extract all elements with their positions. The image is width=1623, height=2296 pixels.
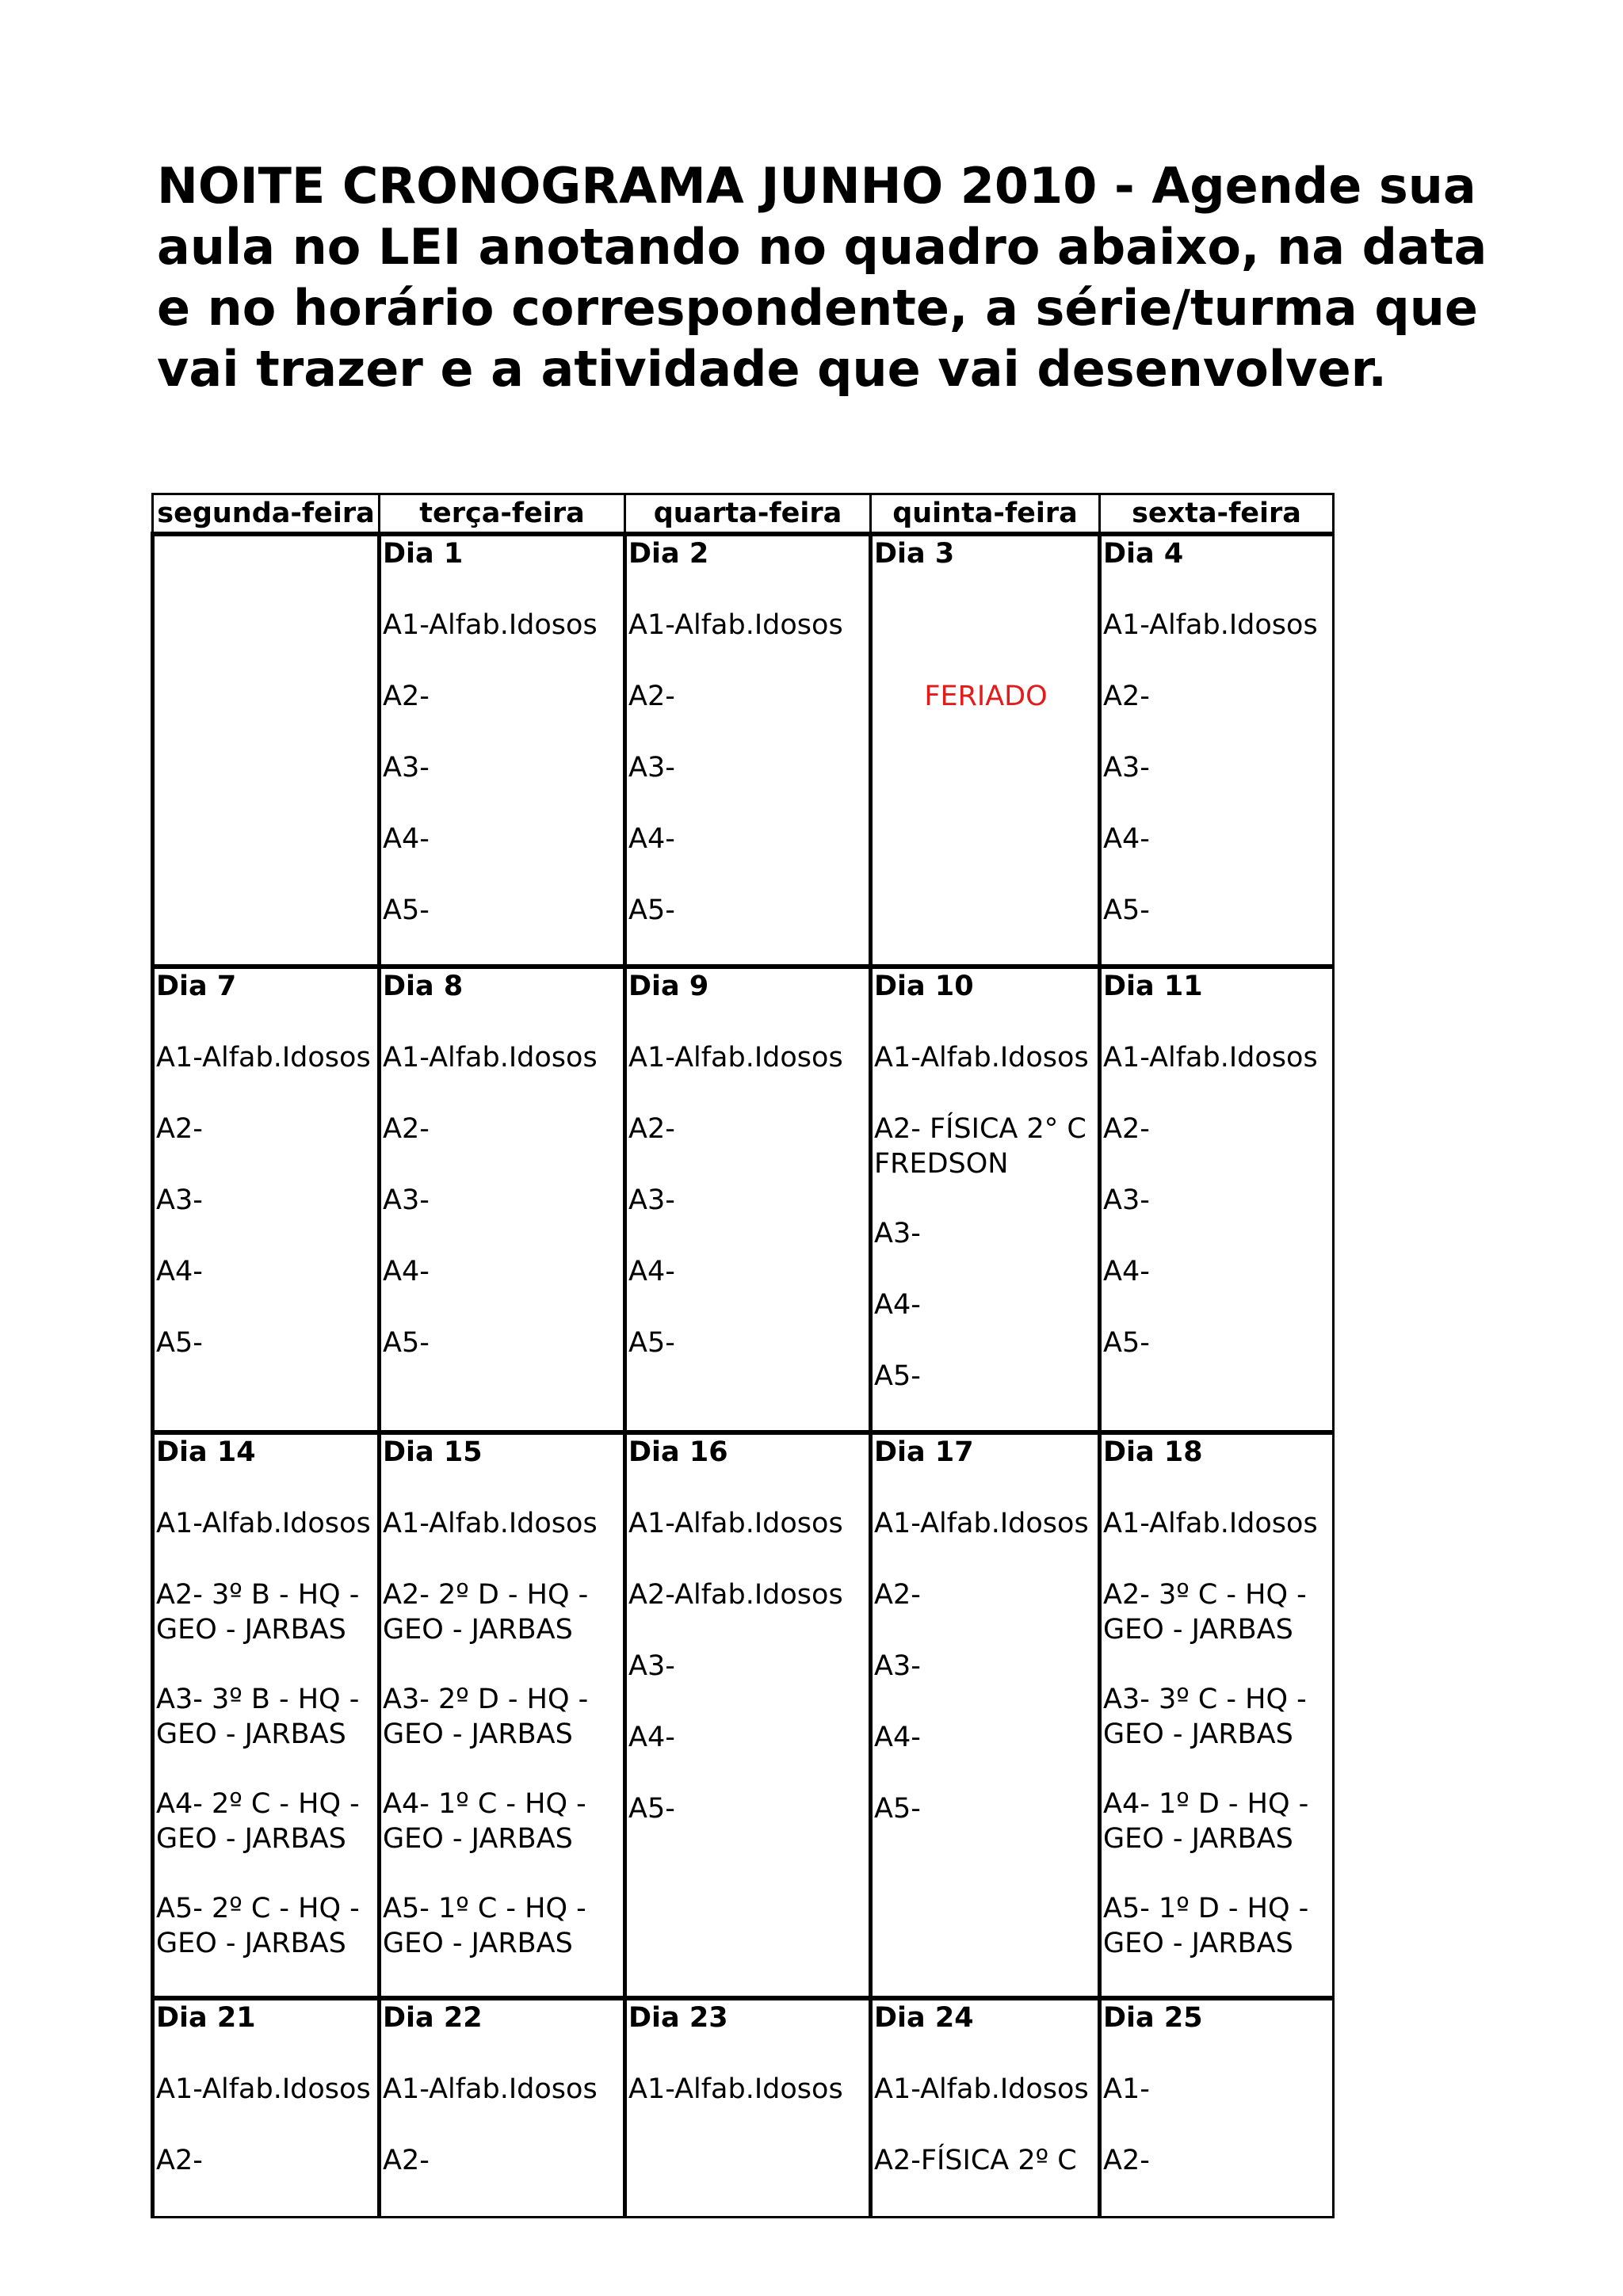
time-slot: A2- FÍSICA 2° C FREDSON <box>874 1113 1086 1180</box>
header-terca: terça-feira <box>380 494 625 535</box>
time-slot: A3- 3º B - HQ - GEO - JARBAS <box>156 1684 360 1750</box>
day-label: Dia 2 <box>628 538 709 570</box>
day-label: Dia 23 <box>628 2002 728 2034</box>
time-slot: A1-Alfab.Idosos <box>383 1042 598 1074</box>
time-slot: A5- 2º C - HQ - GEO - JARBAS <box>156 1893 360 1959</box>
time-slot: A1-Alfab.Idosos <box>383 609 598 641</box>
day-label: Dia 9 <box>628 971 709 1002</box>
day-cell[interactable] <box>625 967 871 1432</box>
time-slot: A1-Alfab.Idosos <box>874 2073 1089 2105</box>
time-slot: A1-Alfab.Idosos <box>874 1508 1089 1539</box>
day-label: Dia 25 <box>1103 2002 1203 2034</box>
time-slot: A5- <box>874 1360 921 1392</box>
time-slot: A5- <box>383 1327 430 1359</box>
time-slot: A1-Alfab.Idosos <box>383 1508 598 1539</box>
day-cell[interactable] <box>153 967 380 1432</box>
header-sexta: sexta-feira <box>1100 494 1334 535</box>
time-slot: A4- <box>383 1256 430 1287</box>
time-slot: A5- <box>874 1793 921 1825</box>
time-slot: A4- <box>383 823 430 855</box>
time-slot: A4- 2º C - HQ - GEO - JARBAS <box>156 1788 360 1855</box>
week-row <box>153 967 1334 1432</box>
time-slot: A1-Alfab.Idosos <box>383 2073 598 2105</box>
time-slot: A2- <box>383 1113 430 1145</box>
time-slot: A2- <box>383 681 430 712</box>
time-slot: A3- <box>383 752 430 784</box>
day-cell[interactable] <box>380 534 625 967</box>
day-cell[interactable] <box>153 1432 380 1998</box>
time-slot: A1-Alfab.Idosos <box>1103 609 1318 641</box>
time-slot: A1-Alfab.Idosos <box>628 609 843 641</box>
time-slot: A1-Alfab.Idosos <box>1103 1508 1318 1539</box>
time-slot: A1-Alfab.Idosos <box>156 1508 371 1539</box>
header-segunda: segunda-feira <box>153 494 380 535</box>
day-cell[interactable] <box>1100 1432 1334 1998</box>
time-slot: A5- <box>383 894 430 926</box>
time-slot: A3- <box>628 752 675 784</box>
weeks-body <box>153 534 1334 2218</box>
time-slot: A5- <box>1103 894 1150 926</box>
time-slot: A2-Alfab.Idosos <box>628 1579 843 1611</box>
page-title: NOITE CRONOGRAMA JUNHO 2010 - Agende sua aula no LEI anotando no quadro abaixo, na data e no horário correspondente, a série/turma que vai trazer e a atividade que vai desenvolver. <box>157 157 1487 398</box>
day-label: Dia 15 <box>383 1436 483 1468</box>
day-label: Dia 22 <box>383 2002 483 2034</box>
day-label: Dia 3 <box>874 538 955 570</box>
day-label: Dia 8 <box>383 971 464 1002</box>
day-label: Dia 21 <box>156 2002 256 2034</box>
time-slot: A1- <box>1103 2073 1150 2105</box>
time-slot: A3- 2º D - HQ - GEO - JARBAS <box>383 1684 589 1750</box>
time-slot: A1-Alfab.Idosos <box>628 2073 843 2105</box>
day-cell[interactable] <box>153 534 380 967</box>
time-slot: A4- <box>628 823 675 855</box>
time-slot: A3- <box>628 1650 675 1682</box>
day-cell[interactable] <box>625 534 871 967</box>
day-cell[interactable] <box>625 1432 871 1998</box>
time-slot: A3- 3º C - HQ - GEO - JARBAS <box>1103 1684 1307 1750</box>
day-cell[interactable] <box>625 1998 871 2218</box>
day-cell[interactable] <box>153 1998 380 2218</box>
time-slot: A4- 1º D - HQ - GEO - JARBAS <box>1103 1788 1309 1855</box>
time-slot: A4- <box>1103 823 1150 855</box>
time-slot: A4- <box>628 1722 675 1753</box>
time-slot: A2- 2º D - HQ - GEO - JARBAS <box>383 1579 589 1646</box>
day-cell[interactable] <box>871 1998 1100 2218</box>
time-slot: A5- <box>1103 1327 1150 1359</box>
time-slot: A4- <box>628 1256 675 1287</box>
time-slot: A3- <box>156 1184 203 1216</box>
time-slot: A4- <box>156 1256 203 1287</box>
day-label: Dia 11 <box>1103 971 1203 1002</box>
day-cell[interactable] <box>871 967 1100 1432</box>
time-slot: A4- <box>1103 1256 1150 1287</box>
time-slot: A2-FÍSICA 2º C <box>874 2145 1077 2176</box>
day-label: Dia 16 <box>628 1436 728 1468</box>
time-slot: A5- <box>628 1327 675 1359</box>
time-slot: A1-Alfab.Idosos <box>156 1042 371 1074</box>
time-slot: A2- <box>156 2145 203 2176</box>
day-label: Dia 1 <box>383 538 464 570</box>
day-label: Dia 18 <box>1103 1436 1203 1468</box>
day-label: Dia 14 <box>156 1436 256 1468</box>
time-slot: A4- 1º C - HQ - GEO - JARBAS <box>383 1788 586 1855</box>
time-slot: A5- <box>628 894 675 926</box>
time-slot: A5- <box>628 1793 675 1825</box>
schedule-table <box>151 493 1335 2218</box>
day-label: Dia 7 <box>156 971 237 1002</box>
time-slot: A5- 1º D - HQ - GEO - JARBAS <box>1103 1893 1309 1959</box>
time-slot: A1-Alfab.Idosos <box>156 2073 371 2105</box>
time-slot: A3- <box>383 1184 430 1216</box>
time-slot: A1-Alfab.Idosos <box>628 1042 843 1074</box>
time-slot: A3- <box>874 1218 921 1249</box>
day-cell[interactable] <box>380 1432 625 1998</box>
time-slot: A2- <box>628 681 675 712</box>
day-cell[interactable] <box>871 534 1100 967</box>
time-slot: A2- <box>383 2145 430 2176</box>
time-slot: A2- <box>156 1113 203 1145</box>
day-cell[interactable] <box>380 1998 625 2218</box>
header-row <box>153 494 1334 535</box>
day-cell[interactable] <box>871 1432 1100 1998</box>
day-cell[interactable] <box>1100 967 1334 1432</box>
day-cell[interactable] <box>380 967 625 1432</box>
week-row <box>153 534 1334 967</box>
time-slot: A4- <box>874 1289 921 1321</box>
time-slot: A2- <box>874 1579 921 1611</box>
time-slot: A2- 3º C - HQ - GEO - JARBAS <box>1103 1579 1307 1646</box>
week-row <box>153 1432 1334 1998</box>
holiday-label: FERIADO <box>924 681 1048 712</box>
time-slot: A5- <box>156 1327 203 1359</box>
time-slot: A2- <box>1103 1113 1150 1145</box>
day-cell[interactable] <box>1100 1998 1334 2218</box>
time-slot: A1-Alfab.Idosos <box>628 1508 843 1539</box>
day-label: Dia 4 <box>1103 538 1184 570</box>
time-slot: A2- <box>628 1113 675 1145</box>
day-label: Dia 10 <box>874 971 974 1002</box>
day-label: Dia 24 <box>874 2002 974 2034</box>
time-slot: A2- 3º B - HQ - GEO - JARBAS <box>156 1579 360 1646</box>
time-slot: A1-Alfab.Idosos <box>1103 1042 1318 1074</box>
time-slot: A2- <box>1103 2145 1150 2176</box>
time-slot: A3- <box>874 1650 921 1682</box>
day-cell[interactable] <box>1100 534 1334 967</box>
time-slot: A3- <box>1103 1184 1150 1216</box>
header-quarta: quarta-feira <box>625 494 871 535</box>
time-slot: A2- <box>1103 681 1150 712</box>
time-slot: A3- <box>1103 752 1150 784</box>
week-row <box>153 1998 1334 2218</box>
time-slot: A3- <box>628 1184 675 1216</box>
header-quinta: quinta-feira <box>871 494 1100 535</box>
day-label: Dia 17 <box>874 1436 974 1468</box>
time-slot: A5- 1º C - HQ - GEO - JARBAS <box>383 1893 586 1959</box>
time-slot: A1-Alfab.Idosos <box>874 1042 1089 1074</box>
time-slot: A4- <box>874 1722 921 1753</box>
